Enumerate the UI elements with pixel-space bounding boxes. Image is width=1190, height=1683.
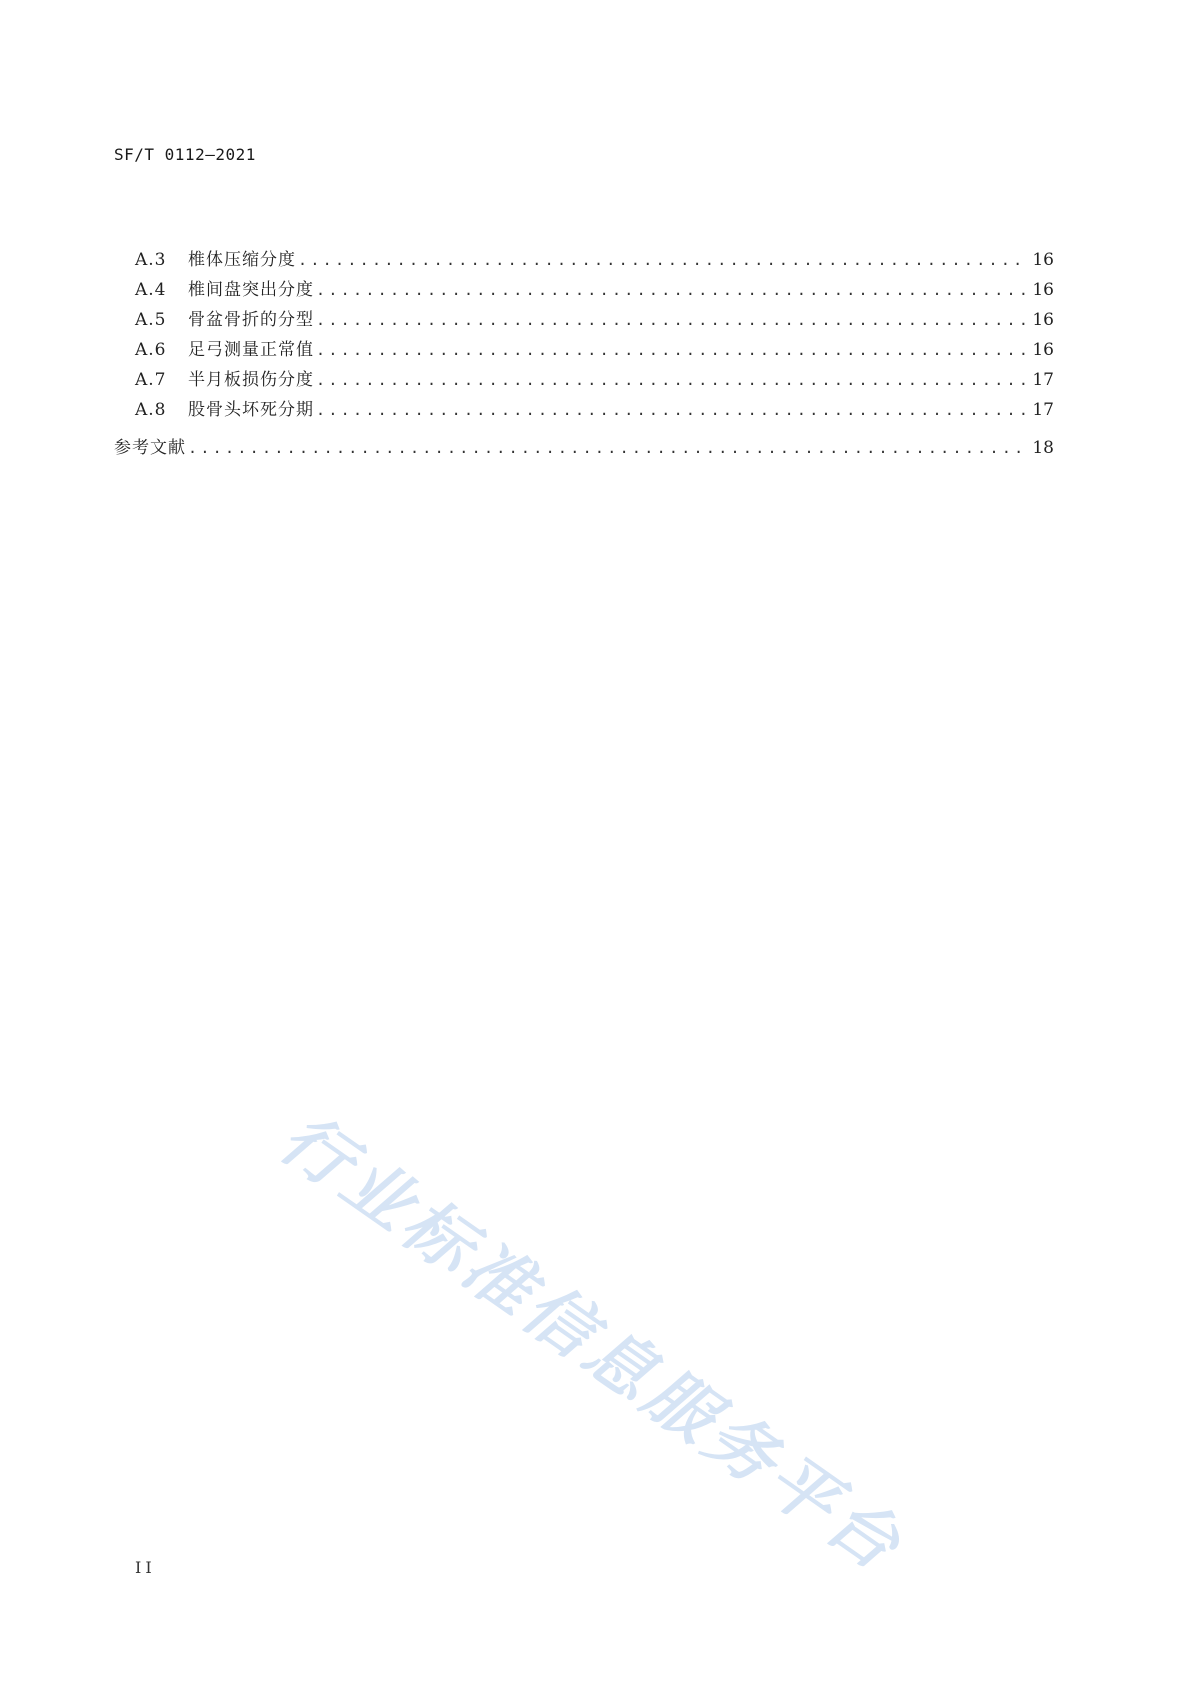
toc-entry-title: 骨盆骨折的分型 <box>188 310 314 330</box>
toc-entry-a3[interactable] <box>114 245 1054 275</box>
toc-entry-title: 参考文献 <box>114 438 186 458</box>
toc-entry-page: 16 <box>1032 310 1054 330</box>
toc-entry-number: A.7 <box>135 370 167 390</box>
toc-entry-number: A.8 <box>135 400 167 420</box>
toc-dot-leader <box>316 305 1026 335</box>
toc-entry-a7[interactable] <box>114 365 1054 395</box>
toc-entry-page: 16 <box>1032 250 1054 270</box>
toc-entry-a6[interactable] <box>114 335 1054 365</box>
toc-entry-a8[interactable] <box>114 395 1054 425</box>
toc-dot-leader <box>298 245 1026 275</box>
toc-entry-page: 16 <box>1032 280 1054 300</box>
toc-entry-number: A.3 <box>135 250 167 270</box>
toc-entry-title: 椎体压缩分度 <box>188 250 296 270</box>
toc-entry-number: A.6 <box>135 340 167 360</box>
page-number: II <box>135 1558 156 1577</box>
toc-dot-leader <box>316 335 1026 365</box>
toc-dot-leader <box>316 365 1026 395</box>
toc-entry-number: A.5 <box>135 310 167 330</box>
toc-entry-page: 17 <box>1032 400 1054 420</box>
toc-dot-leader <box>316 275 1026 305</box>
toc-entry-page: 18 <box>1032 438 1054 458</box>
toc-dot-leader <box>188 433 1026 463</box>
table-of-contents <box>114 245 1054 463</box>
toc-entry-title: 足弓测量正常值 <box>188 340 314 360</box>
toc-entry-page: 16 <box>1032 340 1054 360</box>
toc-entry-title: 椎间盘突出分度 <box>188 280 314 300</box>
toc-entry-number: A.4 <box>135 280 167 300</box>
toc-entry-title: 半月板损伤分度 <box>188 370 314 390</box>
standard-code-header: SF/T 0112—2021 <box>114 145 256 164</box>
toc-entry-a5[interactable] <box>114 305 1054 335</box>
toc-entry-title: 股骨头坏死分期 <box>188 400 314 420</box>
toc-entry-references[interactable] <box>114 433 1054 463</box>
watermark-text: 行业标准信息服务平台 <box>265 1099 918 1589</box>
toc-dot-leader <box>316 395 1026 425</box>
toc-entry-page: 17 <box>1032 370 1054 390</box>
toc-entry-a4[interactable] <box>114 275 1054 305</box>
